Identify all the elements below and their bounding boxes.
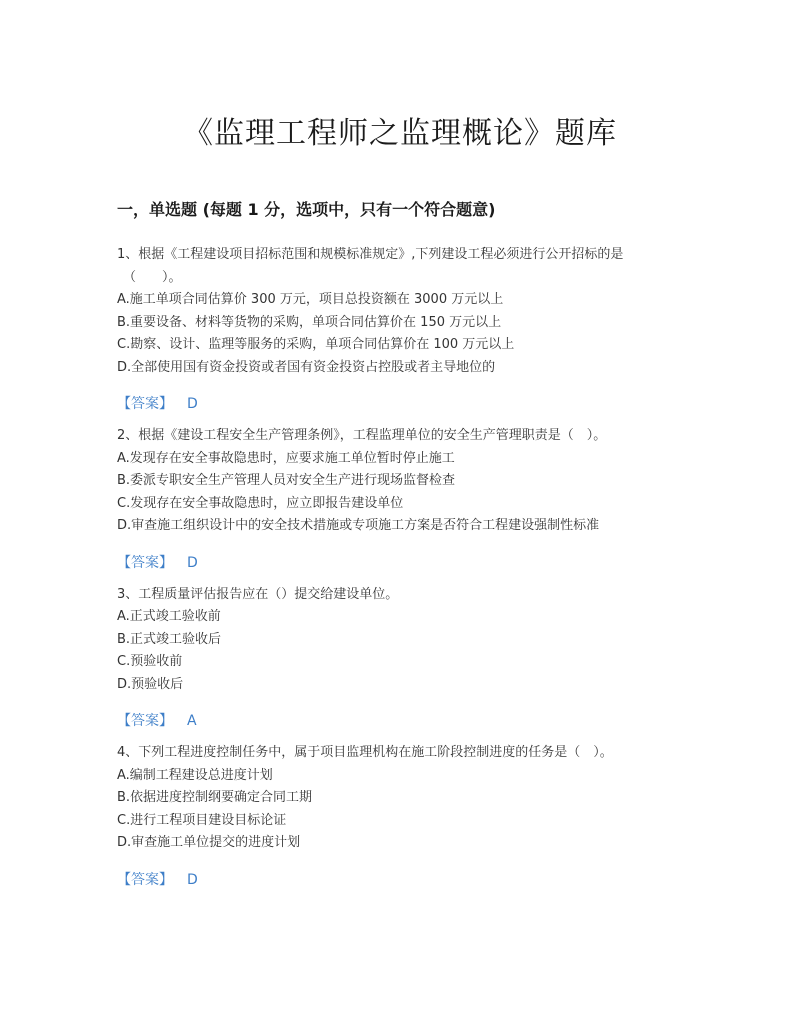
- option-d: D.预验收后: [117, 676, 184, 692]
- option-b: B.委派专职安全生产管理人员对安全生产进行现场监督检查: [117, 473, 456, 488]
- answer-label: 【答案】: [117, 396, 173, 412]
- option-c: C.进行工程项目建设目标论证: [117, 812, 287, 828]
- option-a: A.正式竣工验收前: [117, 609, 221, 624]
- option-c: C.勘察、设计、监理等服务的采购，单项合同估算价在 100 万元以上: [117, 337, 515, 352]
- option-d: D.全部使用国有资金投资或者国有资金投资占控股或者主导地位的: [117, 359, 496, 375]
- answer-row: [117, 710, 687, 732]
- question-item: [117, 244, 687, 415]
- question-item: [117, 425, 687, 574]
- answer-value: D: [187, 554, 198, 571]
- option-b: B.重要设备、材料等货物的采购，单项合同估算价在 150 万元以上: [117, 314, 502, 330]
- option-b: B.正式竣工验收后: [117, 631, 222, 647]
- section-heading: 一，单选题 (每题 1 分，选项中，只有一个符合题意): [117, 200, 496, 219]
- answer-label: 【答案】: [117, 871, 173, 888]
- answer-row: [117, 393, 687, 415]
- option-c: C.预验收前: [117, 654, 183, 669]
- answer-value: D: [187, 871, 198, 888]
- option-a: A.施工单项合同估算价 300 万元，项目总投资额在 3000 万元以上: [117, 292, 504, 307]
- option-d: D.审查施工单位提交的进度计划: [117, 835, 301, 850]
- question-text: 3、工程质量评估报告应在（）提交给建设单位。: [117, 586, 399, 602]
- question-text: 4、下列工程进度控制任务中，属于项目监理机构在施工阶段控制进度的任务是（ ）。: [117, 745, 613, 760]
- option-b: B.依据进度控制纲要确定合同工期: [117, 790, 313, 805]
- option-c: C.发现存在安全事故隐患时，应立即报告建设单位: [117, 495, 404, 511]
- answer-row: [117, 869, 687, 891]
- answer-row: [117, 552, 687, 574]
- question-list: [117, 244, 687, 901]
- answer-label: 【答案】: [117, 713, 173, 729]
- option-a: A.编制工程建设总进度计划: [117, 767, 273, 783]
- option-d: D.审查施工组织设计中的安全技术措施或专项施工方案是否符合工程建设强制性标准: [117, 518, 600, 533]
- option-a: A.发现存在安全事故隐患时，应要求施工单位暂时停止施工: [117, 450, 455, 466]
- answer-label: 【答案】: [117, 554, 173, 571]
- question-text: 2、根据《建设工程安全生产管理条例》，工程监理单位的安全生产管理职责是（ ）。: [117, 428, 607, 443]
- question-text-continued: （ ）。: [123, 269, 182, 285]
- question-item: [117, 584, 687, 733]
- question-text: 1、根据《工程建设项目招标范围和规模标准规定》,下列建设工程必须进行公开招标的是: [117, 247, 624, 262]
- question-item: [117, 742, 687, 891]
- answer-value: A: [187, 713, 197, 729]
- page-title: 《监理工程师之监理概论》题库: [183, 116, 617, 151]
- answer-value: D: [187, 396, 198, 412]
